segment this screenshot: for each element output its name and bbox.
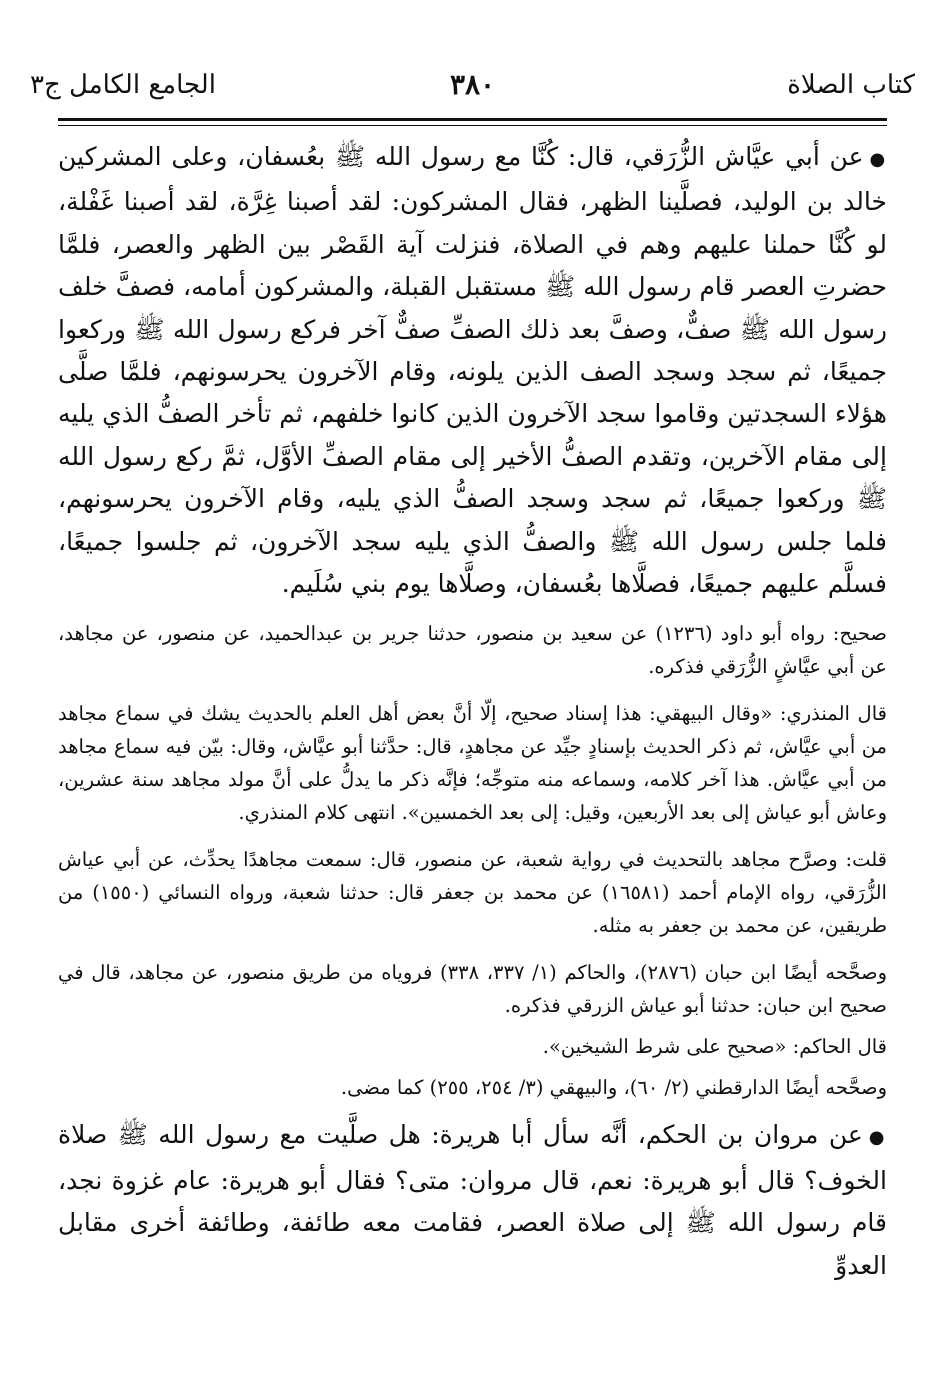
book-title: الجامع الكامل ج٣ (30, 70, 216, 100)
page-number: ٣٨٠ (449, 68, 496, 101)
hadith-text: عن مروان بن الحكم، أنَّه سأل أبا هريرة: هل صلَّيت مع رسول الله ﷺ صلاة الخوف؟ قال أبو هريرة: نعم، قال مروان: متى؟ فقال أبو هريرة: عام غزوة نجد، قام رسول الله ﷺ إلى صلاة العصر، فقامت معه طائفة، وطائفة أخرى مقابل العدوِّ (58, 1120, 887, 1280)
takhrij-note: قلت: وصرَّح مجاهد بالتحديث في رواية شعبة، عن منصور، قال: سمعت مجاهدًا يحدِّث، عن أبي عياش الزُّرَقي، رواه الإمام أحمد (١٦٥٨١) عن محمد بن جعفر قال: حدثنا شعبة، ورواه النسائي (١٥٥٠) من طريقين، عن محمد بن جعفر به مثله. (58, 848, 887, 938)
takhrij-note: صحيح: رواه أبو داود (١٢٣٦) عن سعيد بن منصور، حدثنا جرير بن عبدالحميد، عن منصور، عن مجاهد، عن أبي عيَّاشٍ الزُّرَقي فذكره. (58, 622, 887, 679)
header-rule-thin (58, 125, 887, 126)
running-header (30, 64, 915, 108)
takhrij-note: قال المنذري: «وقال البيهقي: هذا إسناد صحيح، إلّا أنَّ بعض أهل العلم بالحديث يشك في سماع مجاهد من أبي عيَّاش، ثم ذكر الحديث بإسنادٍ جيِّد عن مجاهدٍ، قال: حدَّثنا أبو عيَّاش، وقال: بيّن فيه سماع مجاهد من أبي عيَّاش. هذا آخر كلامه، وسماعه منه متوجِّه؛ فإنَّه ذكر ما يدلُّ على أنَّ مولد مجاهد سنة عشرين، وعاش أبو عياش إلى بعد الأربعين، وقيل: إلى بعد الخمسين». انتهى كلام المنذري. (58, 702, 887, 825)
bullet-icon: ● (869, 149, 887, 170)
section-title: كتاب الصلاة (787, 70, 915, 100)
hadith-text: عن أبي عيَّاش الزُّرَقي، قال: كُنَّا مع رسول الله ﷺ بعُسفان، وعلى المشركين خالد بن الوليد، فصلَّينا الظهر، فقال المشركون: لقد أصبنا غِرَّة، لقد أصبنا غَفْلة، لو كُنَّا حملنا عليهم وهم في الصلاة، فنزلت آية القَصْر بين الظهر والعصر، فلمَّا حضرتِ العصر قام رسول الله ﷺ مستقبل القبلة، والمشركون أمامه، فصفَّ خلف رسول الله ﷺ صفٌّ، وصفَّ بعد ذلك الصفِّ صفٌّ آخر فركع رسول الله ﷺ وركعوا جميعًا، ثم سجد وسجد الصف الذين يلونه، وقام الآخرون يحرسونهم، فلمَّا صلَّى هؤلاء السجدتين وقاموا سجد الآخرون الذين كانوا خلفهم، ثم تأخر الصفُّ الذي يليه إلى مقام الآخرين، وتقدم الصفُّ الأخير إلى مقام الصفِّ الأوَّل، ثمَّ ركع رسول الله ﷺ وركعوا جميعًا، ثم سجد وسجد الصفُّ الذي يليه، وقام الآخرون يحرسونهم، فلما جلس رسول الله ﷺ والصفُّ الذي يليه سجد الآخرون، ثم جلسوا جميعًا، فسلَّم عليهم جميعًا، فصلَّاها بعُسفان، وصلَّاها يوم بني سُلَيم. (58, 142, 887, 599)
takhrij-note: قال الحاكم: «صحيح على شرط الشيخين». (542, 1035, 887, 1059)
page-body (58, 136, 887, 1287)
takhrij-note: وصحَّحه أيضًا ابن حبان (٢٨٧٦)، والحاكم (١/ ٣٣٧، ٣٣٨) فروياه من طريق منصور، عن مجاهد، قال في صحيح ابن حبان: حدثنا أبو عياش الزرقي فذكره. (58, 961, 887, 1018)
takhrij-note: وصحَّحه أيضًا الدارقطني (٢/ ٦٠)، والبيهقي (٣/ ٢٥٤، ٢٥٥) كما مضى. (340, 1076, 887, 1100)
header-rule-thick (58, 118, 887, 121)
bullet-icon: ● (868, 1127, 887, 1149)
hadith-paragraph (58, 136, 887, 605)
hadith-paragraph (58, 1114, 887, 1287)
